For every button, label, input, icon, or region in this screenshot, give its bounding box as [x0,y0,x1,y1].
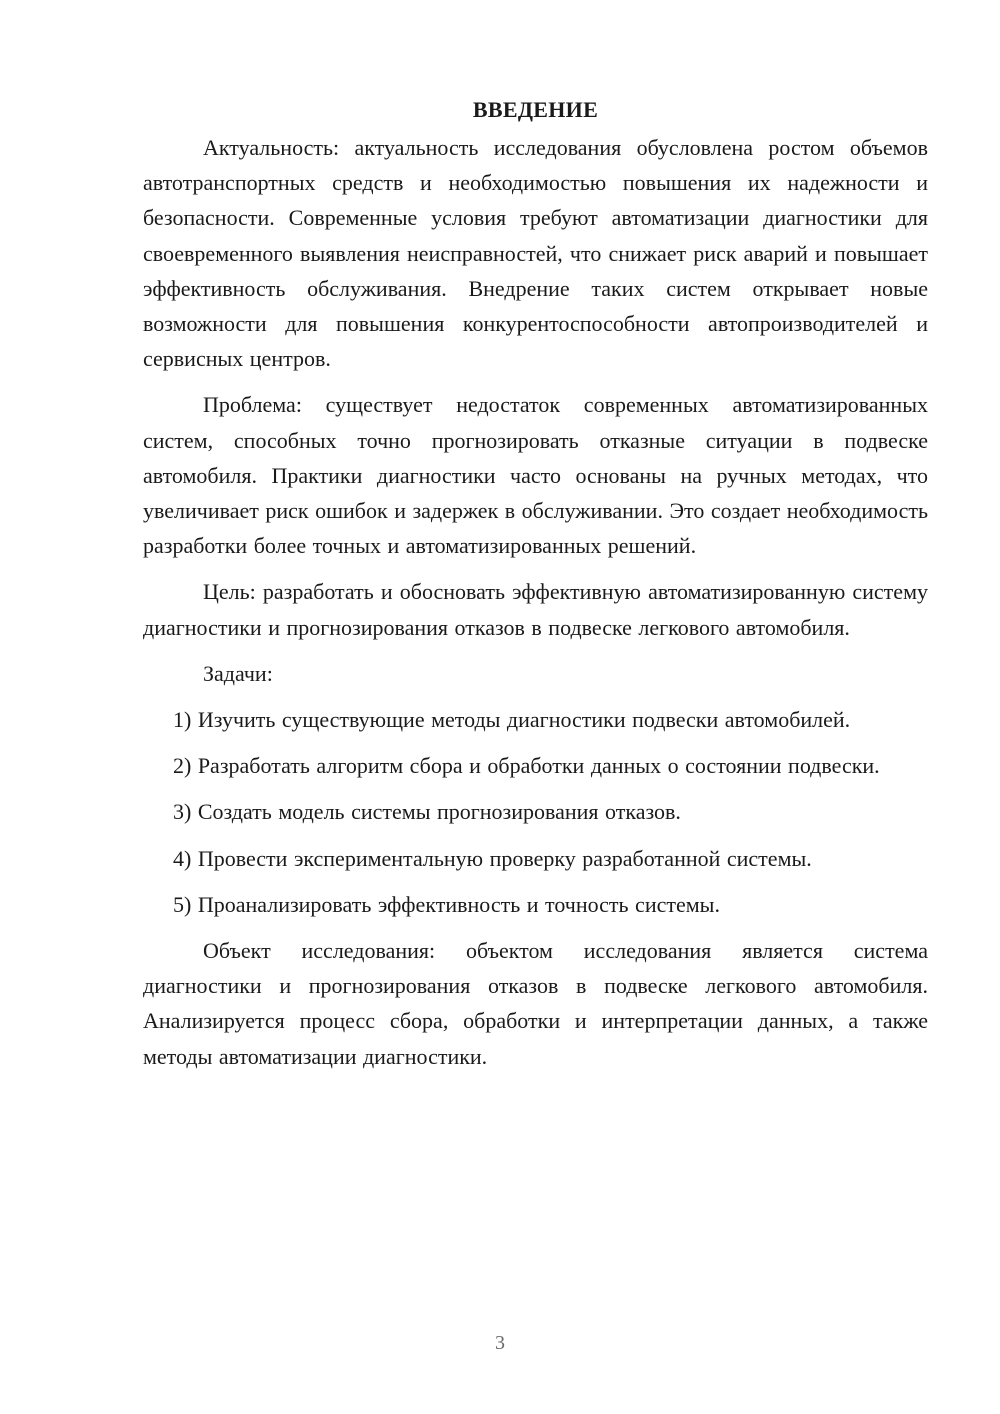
relevance-paragraph: Актуальность: актуальность исследования обусловлена ростом объемов автотранспортных средств и необходимостью повышения их надежности и безопасности. Современные условия требуют автоматизации диагностики для своевременного выявления неисправностей, что снижает риск аварий и повышает эффективность обслуживания. Внедрение таких систем открывает новые возможности для повышения конкурентоспособности автопроизводителей и сервисных центров. [143,135,928,372]
paragraph-gap [143,376,928,387]
paragraph-gap [143,691,928,702]
paragraph-gap [143,922,928,933]
section-heading: ВВЕДЕНИЕ [472,97,599,122]
task-item-1: 1) Изучить существующие методы диагностики подвески автомобилей. [173,707,851,733]
task-item-2: 2) Разработать алгоритм сбора и обработки данных о состоянии подвески. [173,753,880,779]
paragraph-gap [143,737,928,748]
task-item-3: 3) Создать модель системы прогнозирования отказов. [173,799,681,825]
tasks-heading: Задачи: [203,660,273,686]
page-number: 3 [495,1332,505,1354]
paragraph-gap [143,830,928,841]
problem-paragraph: Проблема: существует недостаток современных автоматизированных систем, способных точно прогнозировать отказные ситуации в подвеске автомобиля. Практики диагностики часто основаны на ручных методах, что увеличивает риск ошибок и задержек в обслуживании. Это создает необходимость разработки более точных и автоматизированных решений. [143,392,928,559]
task-item-5: 5) Проанализировать эффективность и точность системы. [173,891,720,917]
paragraph-gap [143,783,928,794]
task-item-4: 4) Провести экспериментальную проверку разработанной системы. [173,845,812,871]
paragraph-gap [143,876,928,887]
document-page [143,92,928,1074]
paragraph-gap [143,563,928,574]
object-paragraph: Объект исследования: объектом исследования является система диагностики и прогнозирования отказов в подвеске легкового автомобиля. Анализируется процесс сбора, обработки и интерпретации данных, а также методы автоматизации диагностики. [143,938,928,1069]
paragraph-gap [143,645,928,656]
goal-paragraph: Цель: разработать и обосновать эффективную автоматизированную систему диагностики и прогнозирования отказов в подвеске легкового автомобиля. [143,579,928,640]
